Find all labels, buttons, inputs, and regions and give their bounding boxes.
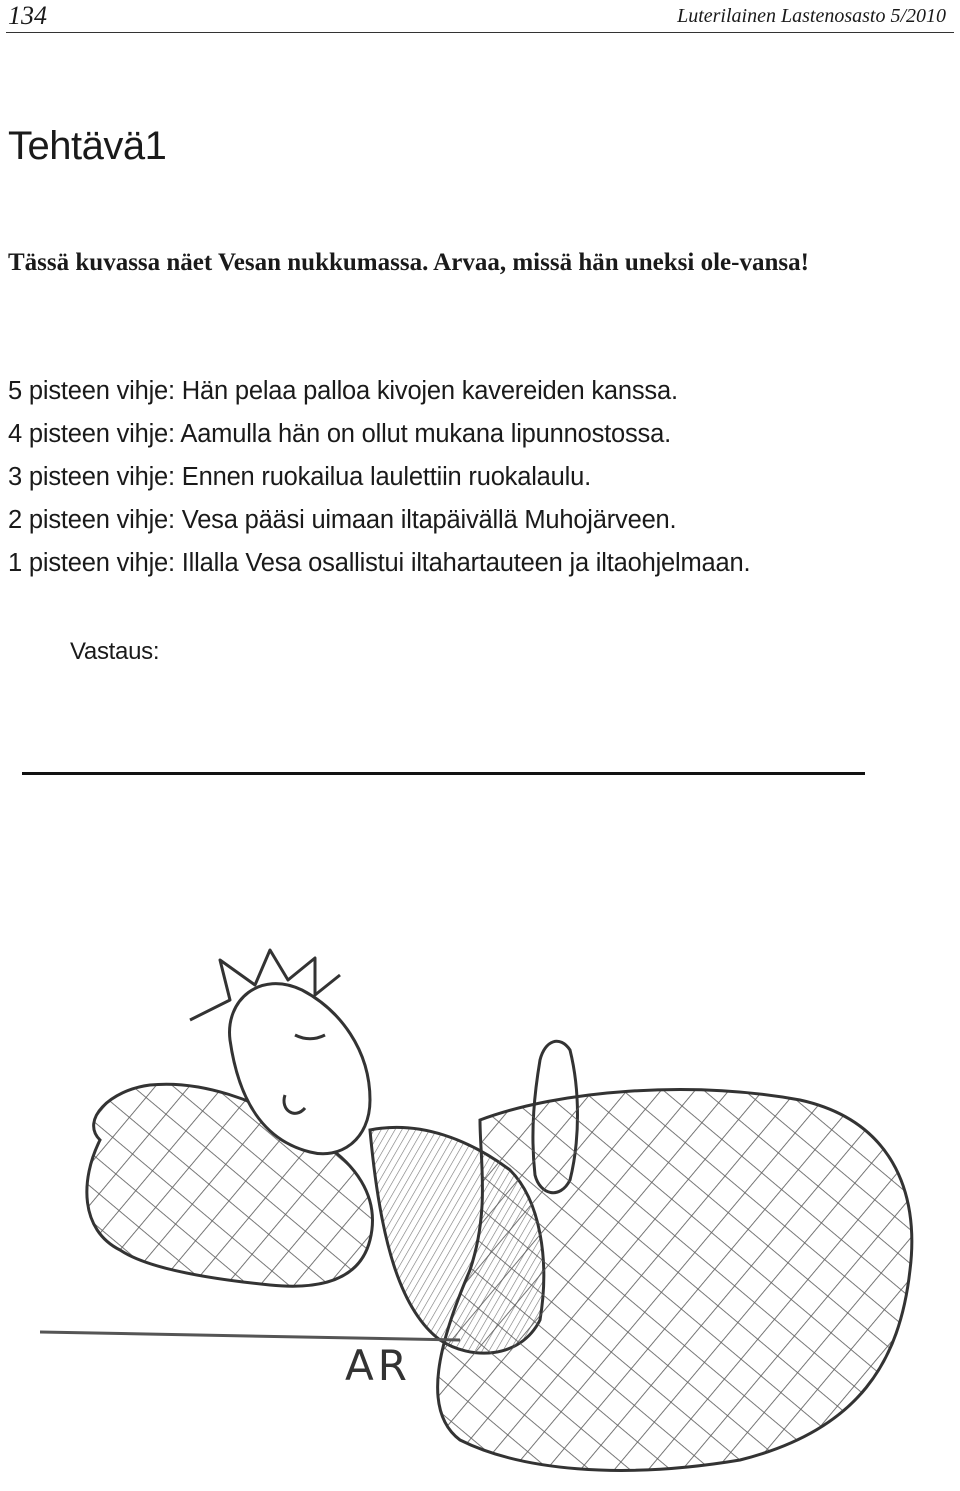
page-number: 134 [8, 1, 47, 30]
hint-1-point: 1 pisteen vihje: Illalla Vesa osallistui iltahartauteen ja iltaohjelmaan. [8, 549, 751, 577]
answer-line[interactable] [22, 772, 865, 775]
bed-edge [40, 1332, 460, 1340]
answer-label: Vastaus: [70, 638, 160, 665]
publication-title: Luterilainen Lastenosasto 5/2010 [677, 5, 946, 27]
sleeping-boy-illustration [40, 940, 940, 1491]
page-header [0, 0, 960, 34]
artist-signature: AR [345, 1341, 411, 1390]
blanket [438, 1090, 912, 1471]
task-intro: Tässä kuvassa näet Vesan nukkumassa. Arvaa, missä hän uneksi ole-vansa! [8, 249, 809, 276]
hint-list [8, 370, 958, 585]
hint-3-points: 3 pisteen vihje: Ennen ruokailua laulettiin ruokalaulu. [8, 463, 591, 491]
hint-4-points: 4 pisteen vihje: Aamulla hän on ollut mukana lipunnostossa. [8, 420, 671, 448]
hint-2-points: 2 pisteen vihje: Vesa pääsi uimaan iltapäivällä Muhojärveen. [8, 506, 677, 534]
header-divider [6, 32, 954, 33]
task-title: Tehtävä1 [8, 124, 167, 168]
hint-5-points: 5 pisteen vihje: Hän pelaa palloa kivojen kavereiden kanssa. [8, 377, 678, 405]
